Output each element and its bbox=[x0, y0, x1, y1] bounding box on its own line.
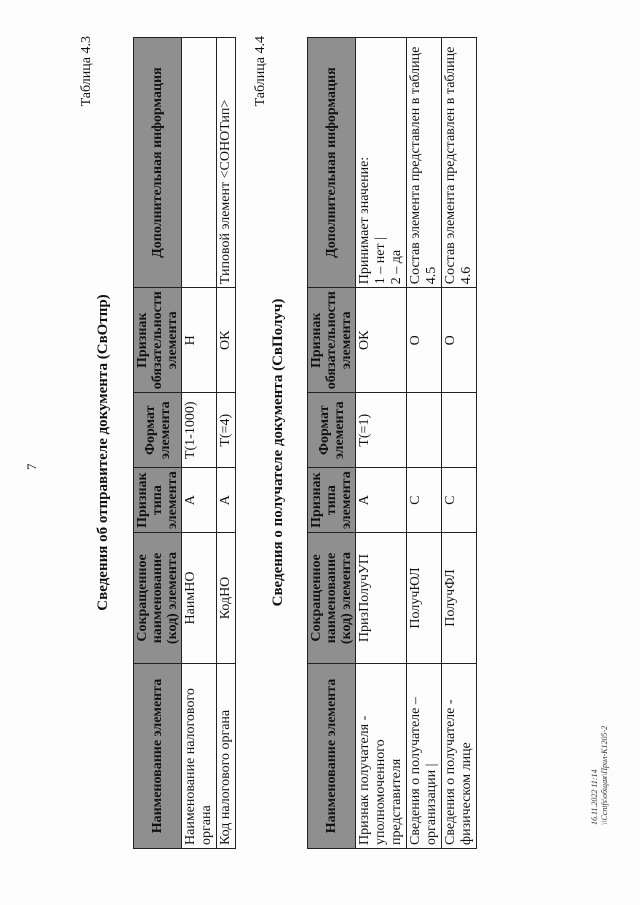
table-row bbox=[442, 38, 477, 849]
table-header-row bbox=[308, 38, 356, 849]
cell-info: Состав элемента представлен в таблице 4.5 bbox=[407, 38, 442, 288]
cell-required: ОК bbox=[356, 288, 407, 393]
cell-format: T(=1) bbox=[356, 393, 407, 468]
sender-table bbox=[133, 37, 236, 849]
cell-info: Типовой элемент <СОНОТип> bbox=[217, 38, 236, 288]
cell-code: ПризПолучУП bbox=[356, 533, 407, 664]
cell-type: А bbox=[182, 468, 217, 533]
info-line: 1 – нет | bbox=[373, 237, 388, 285]
table-4-4-title: Сведения о получателе документа (СвПолуч) bbox=[270, 298, 286, 607]
header-type: Признак типа элемента bbox=[308, 468, 356, 533]
stamp-path: \\Ccntfs\общая\Прил-К1205-2 bbox=[600, 725, 609, 825]
table-4-3-title: Сведения об отправителе документа (СвОтпр) bbox=[95, 294, 111, 611]
cell-info bbox=[356, 38, 407, 288]
cell-name: Наименование налогового органа bbox=[182, 664, 217, 849]
cell-code: НаимНО bbox=[182, 533, 217, 664]
cell-name: Код налогового органа bbox=[217, 664, 236, 849]
info-line: Принимает значение: bbox=[357, 156, 372, 285]
file-stamp bbox=[590, 726, 610, 825]
header-code: Сокращенное наименование (код) элемента bbox=[134, 533, 182, 664]
cell-type: С bbox=[442, 468, 477, 533]
cell-required: ОК bbox=[217, 288, 236, 393]
info-line: 2 – да bbox=[389, 249, 404, 285]
header-required: Признак обязательности элемента bbox=[308, 288, 356, 393]
cell-type: А bbox=[217, 468, 236, 533]
page-number: 7 bbox=[24, 463, 39, 470]
cell-required: О bbox=[442, 288, 477, 393]
cell-type: С bbox=[407, 468, 442, 533]
header-info: Дополнительная информация bbox=[308, 38, 356, 288]
table-row bbox=[407, 38, 442, 849]
cell-code: КодНО bbox=[217, 533, 236, 664]
cell-format: T(=4) bbox=[217, 393, 236, 468]
header-required: Признак обязательности элемента bbox=[134, 288, 182, 393]
table-row bbox=[356, 38, 407, 849]
cell-info bbox=[182, 38, 217, 288]
cell-format: T(1-1000) bbox=[182, 393, 217, 468]
stamp-date: 16.11.2022 11:14 bbox=[590, 769, 599, 825]
cell-code: ПолучФЛ bbox=[442, 533, 477, 664]
cell-code: ПолучЮЛ bbox=[407, 533, 442, 664]
cell-required: Н bbox=[182, 288, 217, 393]
cell-type: А bbox=[356, 468, 407, 533]
cell-format bbox=[442, 393, 477, 468]
cell-name: Сведения о получателе - физическом лице bbox=[442, 664, 477, 849]
table-row bbox=[182, 38, 217, 849]
header-type: Признак типа элемента bbox=[134, 468, 182, 533]
cell-name: Признак получателя - уполномоченного представителя bbox=[356, 664, 407, 849]
cell-info: Состав элемента представлен в таблице 4.6 bbox=[442, 38, 477, 288]
table-4-4-label: Таблица 4.4 bbox=[253, 36, 268, 107]
header-code: Сокращенное наименование (код) элемента bbox=[308, 533, 356, 664]
cell-name: Сведения о получателе – организации | bbox=[407, 664, 442, 849]
header-format: Формат элемента bbox=[308, 393, 356, 468]
header-name: Наименование элемента bbox=[308, 664, 356, 849]
header-name: Наименование элемента bbox=[134, 664, 182, 849]
header-format: Формат элемента bbox=[134, 393, 182, 468]
table-header-row bbox=[134, 38, 182, 849]
cell-required: О bbox=[407, 288, 442, 393]
table-4-3-label: Таблица 4.3 bbox=[79, 36, 94, 107]
table-row bbox=[217, 38, 236, 849]
recipient-table bbox=[307, 37, 477, 849]
header-info: Дополнительная информация bbox=[134, 38, 182, 288]
cell-format bbox=[407, 393, 442, 468]
